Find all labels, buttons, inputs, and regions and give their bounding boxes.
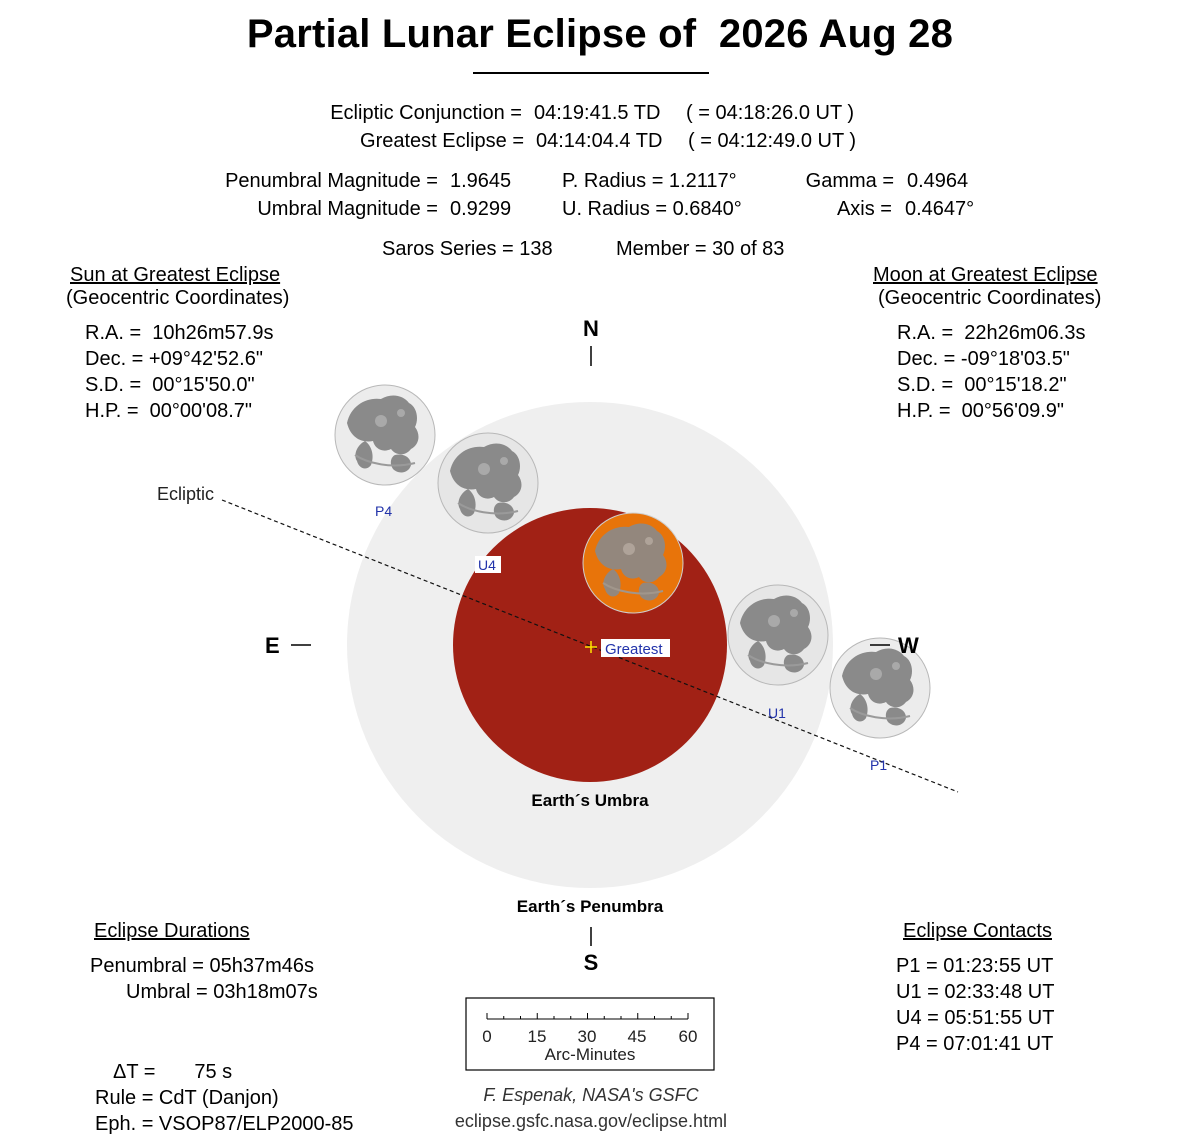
- west-label: W: [898, 633, 919, 658]
- moon-at-p4: [335, 385, 435, 485]
- penumbral-magnitude-label: Penumbral Magnitude =: [225, 170, 438, 192]
- sun-subheading: (Geocentric Coordinates): [66, 287, 290, 309]
- conjunction-td: 04:19:41.5 TD: [534, 102, 661, 124]
- conjunction-ut: ( = 04:18:26.0 UT ): [686, 102, 855, 124]
- greatest-label: Greatest Eclipse =: [360, 130, 524, 152]
- duration-penumbral: Penumbral = 05h37m46s: [90, 955, 315, 977]
- conjunction-label: Ecliptic Conjunction =: [330, 102, 522, 124]
- sun-sd: S.D. = 00°15'50.0": [85, 374, 255, 396]
- sun-dec: Dec. = +09°42'52.6": [85, 348, 263, 370]
- penumbra-radius: P. Radius = 1.2117°: [562, 170, 737, 192]
- axis-value: 0.4647°: [905, 198, 975, 220]
- east-label: E: [265, 633, 280, 658]
- contact-p4: P4 = 07:01:41 UT: [896, 1033, 1054, 1055]
- label-p4: P4: [375, 503, 393, 519]
- south-label: S: [583, 950, 599, 975]
- scale-tick-60: 60: [678, 1027, 698, 1046]
- scale-bar: [466, 998, 714, 1070]
- scale-tick-30: 30: [577, 1027, 597, 1046]
- umbral-magnitude-value: 0.9299: [450, 198, 512, 220]
- north-label: N: [583, 316, 599, 341]
- penumbral-magnitude-value: 1.9645: [450, 170, 512, 192]
- moon-hp: H.P. = 00°56'09.9": [897, 400, 1065, 422]
- scale-unit-label: Arc-Minutes: [544, 1045, 636, 1064]
- contacts-heading: Eclipse Contacts: [903, 920, 1052, 942]
- sun-hp: H.P. = 00°00'08.7": [85, 400, 253, 422]
- contact-p1: P1 = 01:23:55 UT: [896, 955, 1054, 977]
- moon-at-greatest: [583, 513, 683, 613]
- gamma-label: Gamma =: [805, 170, 894, 192]
- rule: Rule = CdT (Danjon): [95, 1087, 279, 1109]
- moon-at-u4: [438, 433, 538, 533]
- umbral-magnitude-label: Umbral Magnitude =: [257, 198, 438, 220]
- contact-u1: U1 = 02:33:48 UT: [896, 981, 1055, 1003]
- ephemeris: Eph. = VSOP87/ELP2000-85: [95, 1113, 354, 1135]
- sun-heading: Sun at Greatest Eclipse: [70, 264, 281, 286]
- moon-at-u1: [728, 585, 828, 685]
- durations-heading: Eclipse Durations: [94, 920, 250, 942]
- scale-tick-45: 45: [627, 1027, 647, 1046]
- moon-dec: Dec. = -09°18'03.5": [897, 348, 1070, 370]
- label-u1: U1: [768, 705, 786, 721]
- moon-subheading: (Geocentric Coordinates): [878, 287, 1102, 309]
- greatest-label: Greatest: [605, 641, 663, 658]
- scale-tick-0: 0: [482, 1027, 492, 1046]
- greatest-ut: ( = 04:12:49.0 UT ): [688, 130, 857, 152]
- duration-umbral: Umbral = 03h18m07s: [126, 981, 318, 1003]
- label-u4: U4: [478, 557, 496, 573]
- ecliptic-label: Ecliptic: [157, 484, 215, 504]
- label-p1: P1: [870, 757, 888, 773]
- axis-label: Axis =: [836, 198, 892, 220]
- greatest-td: 04:14:04.4 TD: [536, 130, 663, 152]
- gamma-value: 0.4964: [907, 170, 969, 192]
- page-title: Partial Lunar Eclipse of 2026 Aug 28: [246, 12, 954, 56]
- moon-sd: S.D. = 00°15'18.2": [897, 374, 1067, 396]
- saros-series: Saros Series = 138: [382, 238, 553, 260]
- sun-ra: R.A. = 10h26m57.9s: [85, 322, 274, 344]
- delta-t: ΔT = 75 s: [113, 1061, 233, 1083]
- saros-member: Member = 30 of 83: [616, 238, 785, 260]
- umbra-radius: U. Radius = 0.6840°: [562, 198, 742, 220]
- penumbra-label: Earth´s Penumbra: [516, 897, 664, 916]
- credit-url: eclipse.gsfc.nasa.gov/eclipse.html: [454, 1111, 728, 1131]
- contact-u4: U4 = 05:51:55 UT: [896, 1007, 1055, 1029]
- credit-author: F. Espenak, NASA's GSFC: [483, 1085, 699, 1105]
- scale-tick-15: 15: [527, 1027, 547, 1046]
- umbra-label: Earth´s Umbra: [531, 791, 649, 810]
- moon-ra: R.A. = 22h26m06.3s: [897, 322, 1086, 344]
- moon-heading: Moon at Greatest Eclipse: [873, 264, 1098, 286]
